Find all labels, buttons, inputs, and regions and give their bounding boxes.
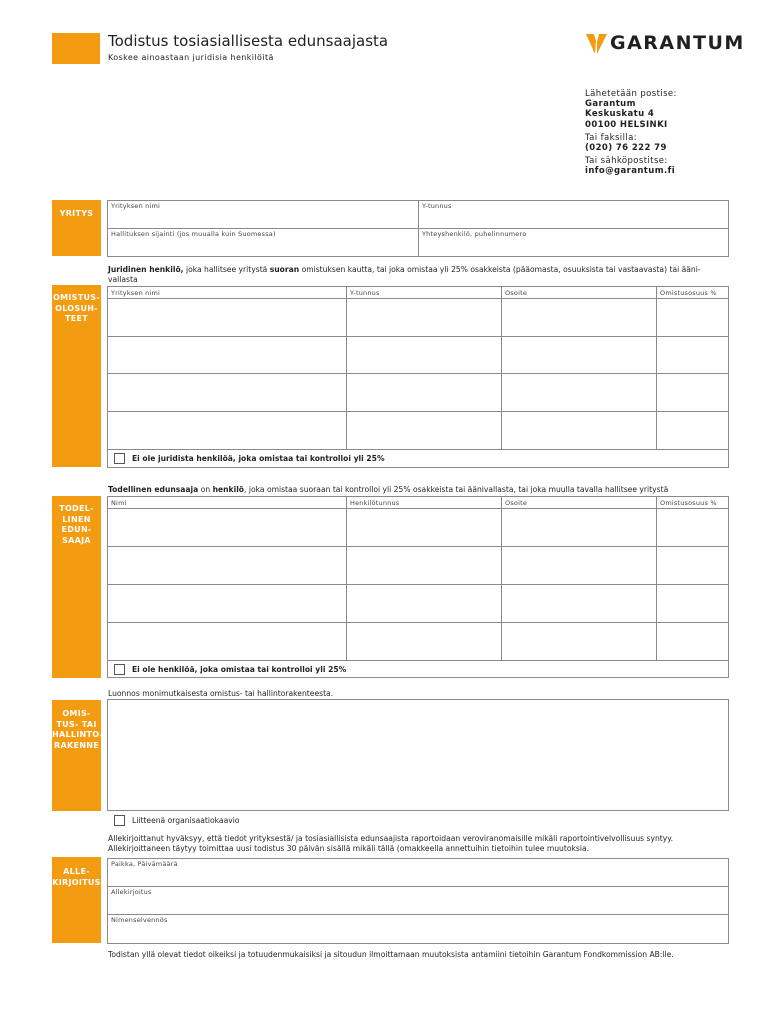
section-label-omistus: OMISTUS- OLOSUH- TEET	[53, 293, 100, 323]
section-label-allekirjoitus: ALLE- KIRJOITUS	[52, 867, 101, 887]
brand-name: GARANTUM	[610, 32, 745, 54]
divider	[346, 496, 347, 660]
no-legal-entity-checkbox[interactable]	[114, 453, 125, 464]
divider	[107, 584, 729, 585]
garantum-logo-mark-icon	[586, 34, 608, 54]
signature-box	[107, 858, 729, 944]
ownership-intro-text-2: omistuksen kautta, tai joka omistaa yli 25% osakkeista (pääomasta, osuuksista tai vastaavasta) tai ääni-	[299, 265, 701, 274]
page-title: Todistus tosiasiallisesta edunsaajasta	[108, 32, 389, 50]
name-clarification-field[interactable]: Nimenselvennös	[111, 916, 168, 924]
section-tab-edunsaaja	[52, 496, 101, 678]
company-name-field[interactable]: Yrityksen nimi	[111, 202, 161, 210]
address-city: 00100 HELSINKI	[585, 119, 668, 130]
send-label: Lähetetään postise:	[585, 89, 677, 99]
divider	[107, 411, 729, 412]
structure-drawing-area[interactable]	[107, 699, 729, 811]
structure-intro: Luonnos monimutkaisesta omistus- tai hallintorakenteesta.	[108, 689, 334, 698]
consent-text	[108, 834, 728, 853]
divider	[501, 286, 502, 449]
address-street: Keskuskatu 4	[585, 109, 655, 120]
divider	[107, 508, 729, 509]
beneficiary-col-header: Omistusosuus %	[660, 499, 717, 507]
board-location-field[interactable]: Hallituksen sijainti (jos muualla kuin Suomessa)	[111, 230, 276, 238]
no-legal-entity-label: Ei ole juridista henkilöä, joka omistaa tai kontrolloi yli 25%	[132, 454, 385, 463]
section-tab-rakenne	[52, 700, 104, 811]
beneficiary-intro-text-2: , joka omistaa suoraan tai kontrolloi yli 25% osakkeista tai äänivallasta, tai joka muulla tavalla hallitsee yritystä	[244, 485, 669, 494]
section-label-edunsaaja: TODEL- LINEN EDUN- SAAJA	[59, 504, 94, 545]
divider	[418, 200, 419, 257]
mailing-address	[585, 89, 735, 177]
section-tab-omistus	[52, 285, 101, 467]
divider	[107, 914, 729, 915]
section-label-rakenne: OMIS- TUS- TAI HALLINTO- RAKENNE	[52, 709, 104, 750]
signature-field[interactable]: Allekirjoitus	[111, 888, 152, 896]
contact-person-field[interactable]: Yhteyshenkilö, puhelinnumero	[422, 230, 527, 238]
ownership-intro-text-1: joka hallitsee yritystä	[183, 265, 270, 274]
divider	[656, 496, 657, 660]
header-accent-block	[52, 33, 100, 64]
ownership-table	[107, 286, 729, 468]
email-address: info@garantum.fi	[585, 166, 676, 177]
beneficiary-col-header: Henkilötunnus	[350, 499, 400, 507]
divider	[346, 286, 347, 449]
beneficiary-intro-bold-1: Todellinen edunsaaja	[108, 485, 199, 494]
beneficiary-intro-bold-2: henkilö	[212, 485, 245, 494]
fax-number: (020) 76 222 79	[585, 143, 667, 154]
divider	[107, 546, 729, 547]
ownership-intro	[108, 265, 728, 285]
footer-certification: Todistan yllä olevat tiedot oikeiksi ja totuudenmukaisiksi ja sitoudun ilmoittamaan muutoksista antamiini tietoihin Garantum Fondkommission AB:lle.	[108, 950, 674, 959]
email-label: Tai sähköpostitse:	[585, 156, 668, 167]
beneficiary-col-header: Nimi	[111, 499, 127, 507]
beneficiary-table	[107, 496, 729, 678]
beneficiary-col-header: Osoite	[505, 499, 528, 507]
divider	[107, 622, 729, 623]
ownership-intro-bold-1: Juridinen henkilö,	[108, 265, 184, 274]
beneficiary-intro-text-1: on	[198, 485, 213, 494]
section-tab-yritys	[52, 200, 101, 256]
fax-label: Tai faksilla:	[585, 132, 637, 143]
ownership-intro-text-3: vallasta	[108, 275, 138, 284]
ownership-col-header: Osoite	[505, 289, 528, 297]
divider	[107, 660, 729, 661]
page-subtitle: Koskee ainoastaan juridisia henkilöitä	[108, 53, 274, 62]
place-date-field[interactable]: Paikka, Päivämäärä	[111, 860, 178, 868]
beneficiary-intro	[108, 485, 728, 495]
business-id-field[interactable]: Y-tunnus	[422, 202, 452, 210]
address-company: Garantum	[585, 99, 636, 110]
divider	[107, 373, 729, 374]
divider	[107, 449, 729, 450]
divider	[501, 496, 502, 660]
divider	[107, 336, 729, 337]
consent-line-1: Allekirjoittanut hyväksyy, että tiedot yrityksestä/ ja tosiasiallisista edunsaajista raportoidaan veroviranomaisille mikäli raportointivelvollisuus syntyy.	[108, 834, 674, 843]
divider	[107, 298, 729, 299]
no-person-checkbox[interactable]	[114, 664, 125, 675]
ownership-col-header: Omistusosuus %	[660, 289, 717, 297]
divider	[107, 886, 729, 887]
org-chart-attached-checkbox[interactable]	[114, 815, 125, 826]
ownership-col-header: Yrityksen nimi	[111, 289, 161, 297]
ownership-intro-bold-2: suoran	[269, 265, 300, 274]
section-tab-allekirjoitus	[52, 857, 101, 943]
section-label-yritys: YRITYS	[59, 209, 94, 218]
garantum-logo	[586, 32, 745, 55]
org-chart-attached-label: Liitteenä organisaatiokaavio	[132, 816, 240, 825]
divider	[656, 286, 657, 449]
consent-line-2: Allekirjoittaneen täytyy toimittaa uusi todistus 30 päivän sisällä mikäli tällä (omakkeella annettuihin tietoihin tulee muutoksia.	[108, 843, 590, 853]
no-person-label: Ei ole henkilöä, joka omistaa tai kontrolloi yli 25%	[132, 665, 347, 674]
ownership-col-header: Y-tunnus	[350, 289, 380, 297]
